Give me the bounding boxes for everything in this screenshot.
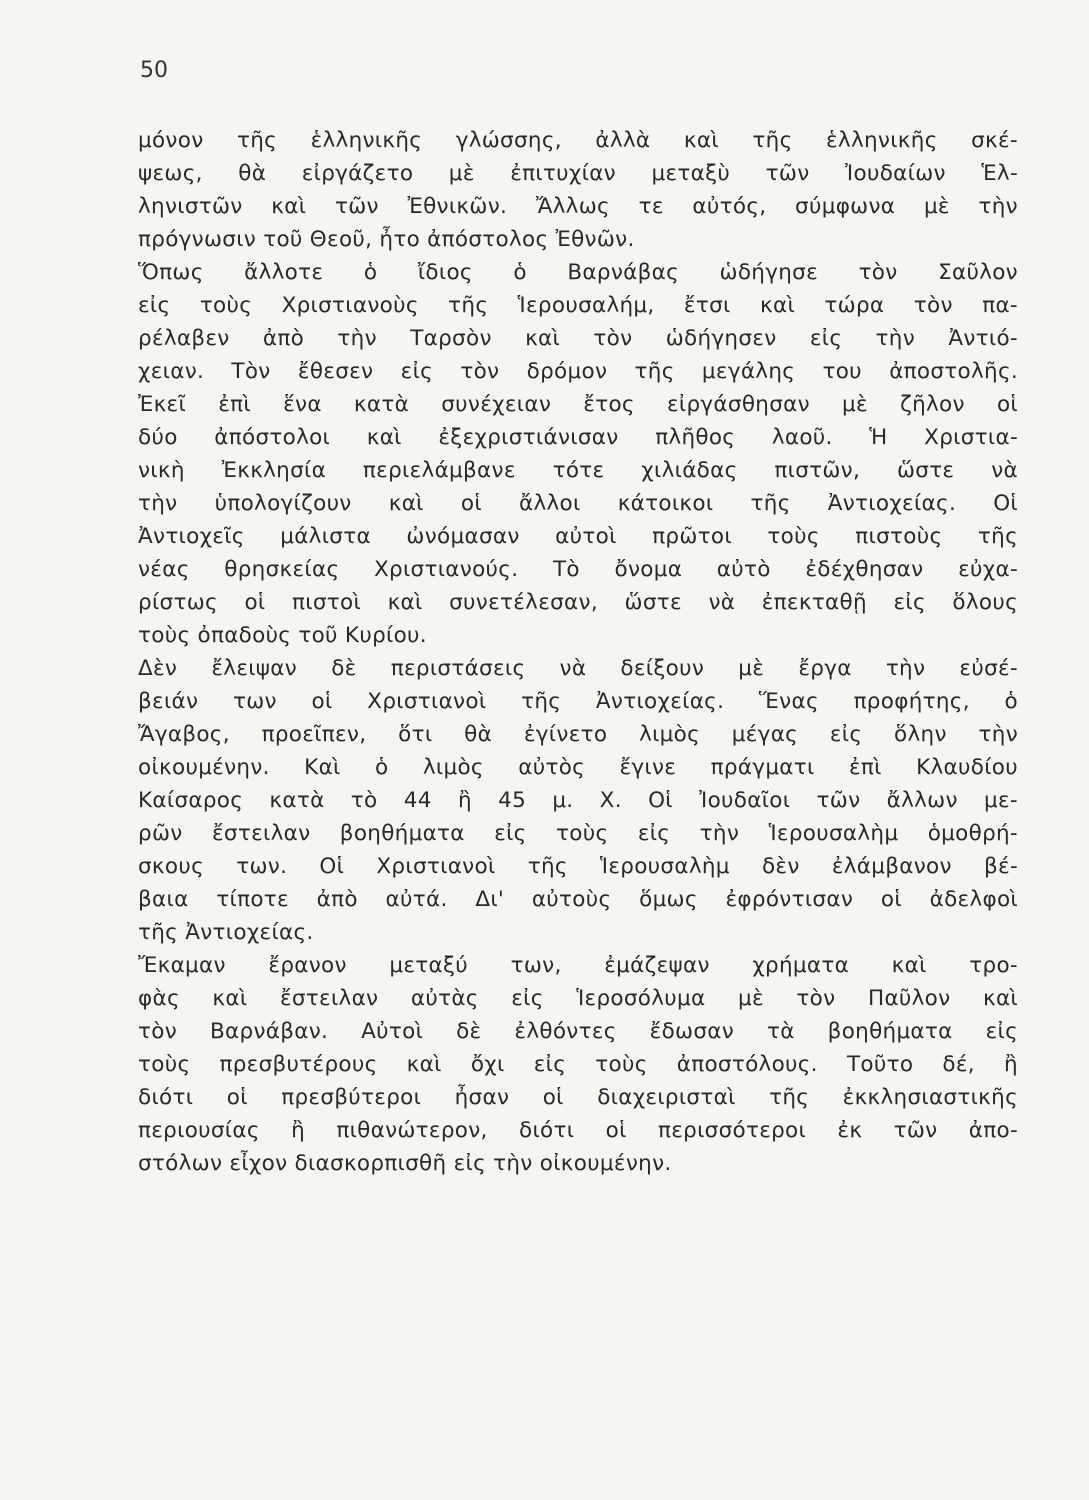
text-line: Ὅπως ἄλλοτε ὁ ἴδιος ὁ Βαρνάβας ὡδήγησε τὸν Σαῦλον <box>138 260 1018 285</box>
body-text <box>138 124 1018 1180</box>
text-line: βειάν των οἱ Χριστιανοὶ τῆς Ἀντιοχείας. Ἕνας προφήτης, ὁ <box>138 689 1018 714</box>
text-line: Ἐκεῖ ἐπὶ ἕνα κατὰ συνέχειαν ἔτος εἰργάσθησαν μὲ ζῆλον οἱ <box>138 392 1018 417</box>
text-line: Δὲν ἔλειψαν δὲ περιστάσεις νὰ δείξουν μὲ ἔργα τὴν εὐσέ- <box>138 656 1018 681</box>
text-line: τῆς Ἀντιοχείας. <box>138 920 314 945</box>
text-line: βαια τίποτε ἀπὸ αὐτά. Δι' αὐτοὺς ὅμως ἐφρόντισαν οἱ ἀδελφοὶ <box>138 887 1018 912</box>
text-line: δύο ἀπόστολοι καὶ ἐξεχριστιάνισαν πλῆθος λαοῦ. Ἡ Χριστια- <box>138 425 1018 450</box>
text-line: τοὺς πρεσβυτέρους καὶ ὄχι εἰς τοὺς ἀποστόλους. Τοῦτο δέ, ἢ <box>138 1052 1018 1077</box>
text-line: εἰς τοὺς Χριστιανοὺς τῆς Ἱερουσαλήμ, ἔτσι καὶ τώρα τὸν πα- <box>138 293 1018 318</box>
text-line: χειαν. Τὸν ἔθεσεν εἰς τὸν δρόμον τῆς μεγάλης του ἀποστολῆς. <box>138 359 1018 384</box>
text-line: ρῶν ἔστειλαν βοηθήματα εἰς τοὺς εἰς τὴν Ἱερουσαλὴμ ὁμοθρή- <box>138 821 1018 846</box>
text-line: περιουσίας ἢ πιθανώτερον, διότι οἱ περισσότεροι ἐκ τῶν ἀπο- <box>138 1118 1018 1143</box>
text-line: Ἄγαβος, προεῖπεν, ὅτι θὰ ἐγίνετο λιμὸς μέγας εἰς ὅλην τὴν <box>138 722 1018 747</box>
text-line: Καίσαρος κατὰ τὸ 44 ἢ 45 μ. Χ. Οἱ Ἰουδαῖοι τῶν ἄλλων με- <box>138 788 1018 813</box>
text-line: Ἀντιοχεῖς μάλιστα ὠνόμασαν αὐτοὶ πρῶτοι τοὺς πιστοὺς τῆς <box>138 524 1018 549</box>
page-number: 50 <box>140 58 168 83</box>
text-line: ρίστως οἱ πιστοὶ καὶ συνετέλεσαν, ὥστε νὰ ἐπεκταθῇ εἰς ὅλους <box>138 590 1018 615</box>
text-line: Ἔκαμαν ἔρανον μεταξύ των, ἐμάζεψαν χρήματα καὶ τρο- <box>138 953 1018 978</box>
text-line: μόνον τῆς ἑλληνικῆς γλώσσης, ἀλλὰ καὶ τῆς ἑλληνικῆς σκέ- <box>138 128 1018 153</box>
text-line: νέας θρησκείας Χριστιανούς. Τὸ ὄνομα αὐτὸ ἐδέχθησαν εὐχα- <box>138 557 1018 582</box>
text-line: οἰκουμένην. Καὶ ὁ λιμὸς αὐτὸς ἔγινε πράγματι ἐπὶ Κλαυδίου <box>138 755 1018 780</box>
text-line: ψεως, θὰ εἰργάζετο μὲ ἐπιτυχίαν μεταξὺ τῶν Ἰουδαίων Ἑλ- <box>138 161 1018 186</box>
text-line: νικὴ Ἐκκλησία περιελάμβανε τότε χιλιάδας πιστῶν, ὥστε νὰ <box>138 458 1018 483</box>
text-line: ληνιστῶν καὶ τῶν Ἐθνικῶν. Ἄλλως τε αὐτός, σύμφωνα μὲ τὴν <box>138 194 1018 219</box>
text-line: σκους των. Οἱ Χριστιανοὶ τῆς Ἱερουσαλὴμ δὲν ἐλάμβανον βέ- <box>138 854 1018 879</box>
text-line: ρέλαβεν ἀπὸ τὴν Ταρσὸν καὶ τὸν ὡδήγησεν εἰς τὴν Ἀντιό- <box>138 326 1018 351</box>
text-line: φὰς καὶ ἔστειλαν αὐτὰς εἰς Ἱεροσόλυμα μὲ τὸν Παῦλον καὶ <box>138 986 1018 1011</box>
text-line: στόλων εἶχον διασκορπισθῆ εἰς τὴν οἰκουμένην. <box>138 1151 672 1176</box>
text-line: τὸν Βαρνάβαν. Αὐτοὶ δὲ ἐλθόντες ἔδωσαν τὰ βοηθήματα εἰς <box>138 1019 1018 1044</box>
text-line: τὴν ὑπολογίζουν καὶ οἱ ἄλλοι κάτοικοι τῆς Ἀντιοχείας. Οἱ <box>138 491 1018 516</box>
text-line: πρόγνωσιν τοῦ Θεοῦ, ἦτο ἀπόστολος Ἐθνῶν. <box>138 227 635 252</box>
text-line: τοὺς ὀπαδοὺς τοῦ Κυρίου. <box>138 623 427 648</box>
text-line: διότι οἱ πρεσβύτεροι ἦσαν οἱ διαχειρισταὶ τῆς ἐκκλησιαστικῆς <box>138 1085 1018 1110</box>
